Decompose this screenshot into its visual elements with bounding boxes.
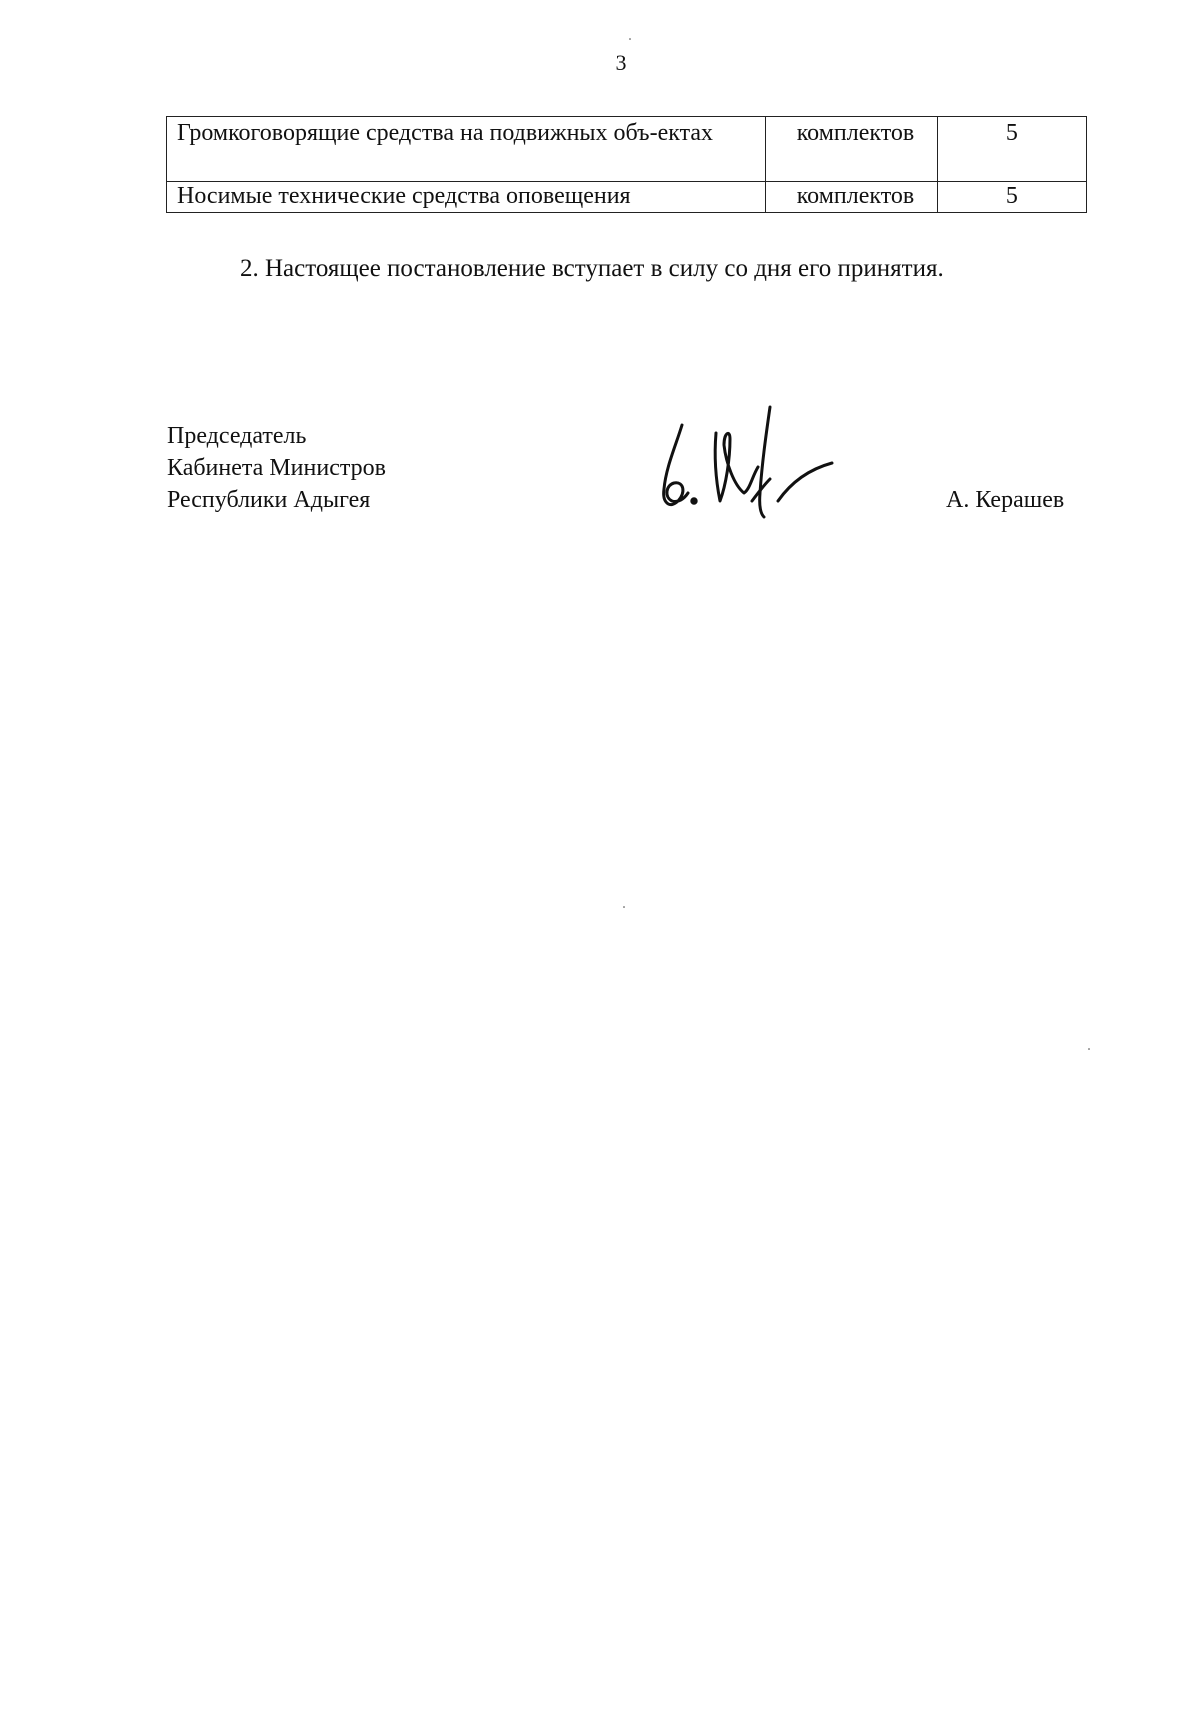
equipment-table xyxy=(166,116,1087,213)
item-unit-cell: комплектов xyxy=(766,117,937,182)
handwritten-signature xyxy=(660,405,860,525)
item-unit-cell: комплектов xyxy=(766,182,937,213)
item-name-cell: Носимые технические средства оповещения xyxy=(167,182,766,213)
page-number: 3 xyxy=(615,50,627,75)
table-row xyxy=(167,117,1087,182)
signatory-title xyxy=(167,420,386,516)
signatory-title-line: Председатель xyxy=(167,423,307,449)
scan-speck xyxy=(629,38,631,40)
clause-effective-date: 2. Настоящее постановление вступает в силу со дня его принятия. xyxy=(240,255,944,282)
item-name-cell: Громкоговорящие средства на подвижных объ-ектах xyxy=(167,117,766,182)
table-row xyxy=(167,182,1087,213)
signer-name: А. Керашев xyxy=(946,487,1065,513)
signatory-title-line: Кабинета Министров xyxy=(167,455,386,481)
item-quantity-cell: 5 xyxy=(937,182,1086,213)
signatory-title-line: Республики Адыгея xyxy=(167,487,371,513)
item-quantity-cell: 5 xyxy=(937,117,1086,182)
scan-speck xyxy=(1088,1048,1090,1050)
scan-speck xyxy=(623,906,625,908)
